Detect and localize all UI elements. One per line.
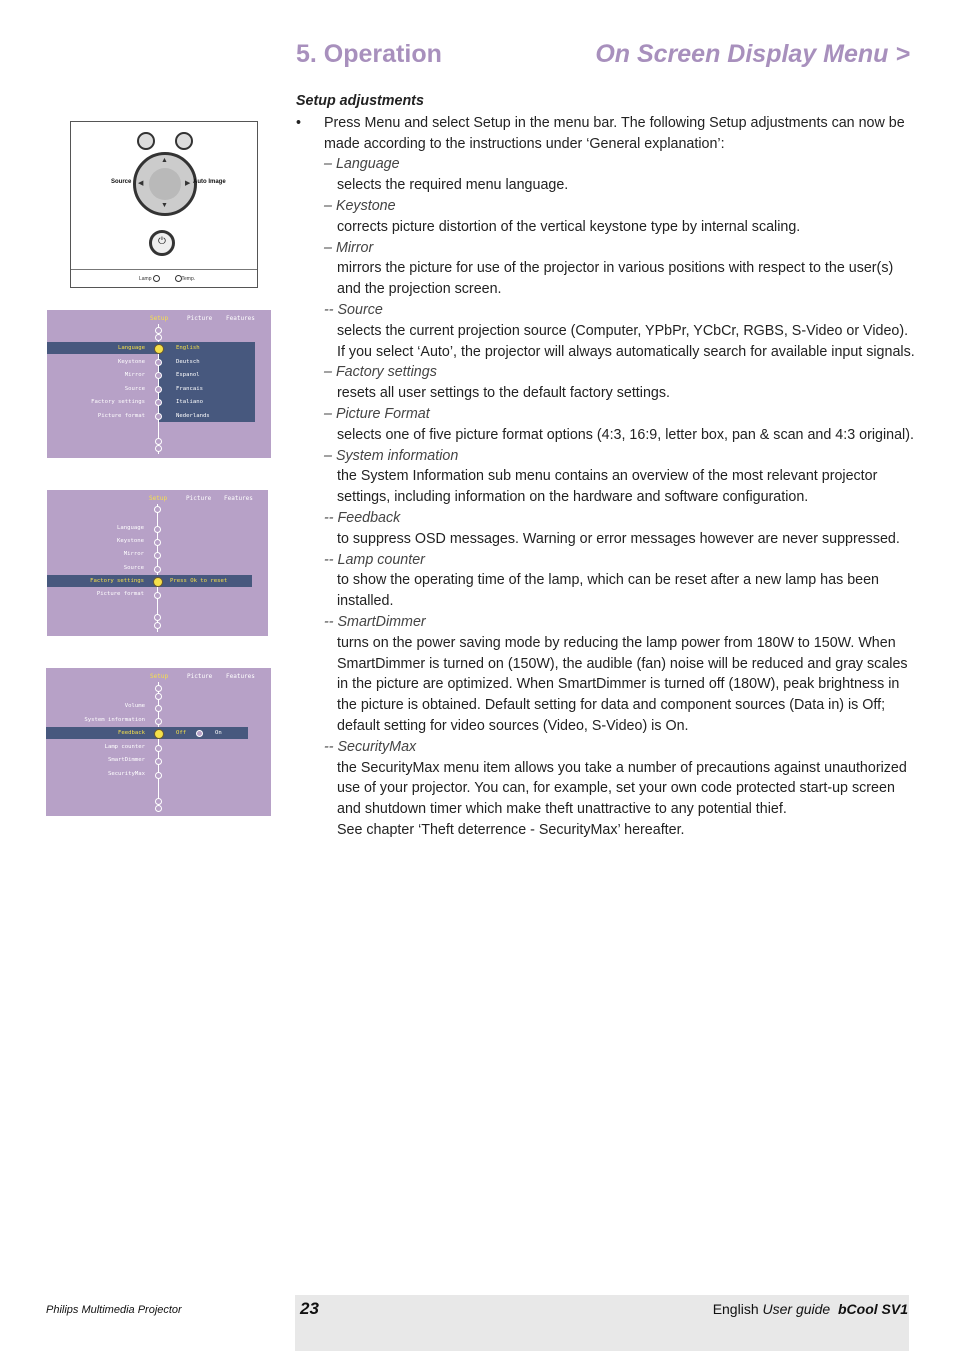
item-factory-settings <box>324 362 916 404</box>
item-description: to show the operating time of the lamp, which can be reset after a new lamp has been installed. <box>337 572 880 610</box>
temp-led-icon <box>175 275 182 282</box>
item-dash: -- <box>324 509 334 526</box>
page-title: On Screen Display Menu > <box>595 40 910 68</box>
item-term: Picture Format <box>335 405 430 422</box>
intro-text: Press Menu and select Setup in the menu bar. The following Setup adjustments can now be made according to the instructions under ‘General explanation’: <box>324 114 905 152</box>
item-description: corrects picture distortion of the vertical keystone type by internal scaling. <box>337 218 801 235</box>
osd-row-volume: Volume <box>124 703 145 709</box>
temp-label: Temp. <box>181 275 196 282</box>
auto-image-label: Auto Image <box>193 179 226 185</box>
osd-cursor-icon <box>154 729 164 739</box>
osd-factory-settings-screenshot <box>47 490 268 636</box>
item-term: SecurityMax <box>337 738 417 755</box>
osd-row-mirror: Mirror <box>124 372 145 378</box>
item-term: Factory settings <box>335 364 437 381</box>
item-term: Source <box>337 301 383 318</box>
section-heading: 5. Operation <box>296 40 442 68</box>
osd-row-securitymax: SecurityMax <box>107 771 145 777</box>
footer-language: English <box>712 1301 759 1317</box>
osd-row-keystone: Keystone <box>118 359 145 365</box>
osd-tab-setup: Setup <box>150 673 169 680</box>
setup-adjustments-section <box>296 91 916 841</box>
item-dash: -- <box>324 738 334 755</box>
ok-button-icon <box>175 132 193 150</box>
osd-tab-picture: Picture <box>186 495 212 502</box>
item-securitymax <box>324 737 916 820</box>
osd-tab-setup: Setup <box>149 495 168 502</box>
osd-value-off: Off <box>176 730 187 736</box>
menu-button-icon <box>137 132 155 150</box>
footer-guide: User guide <box>762 1301 831 1317</box>
osd-row-lamp-counter: Lamp counter <box>104 744 145 750</box>
osd-tab-features: Features <box>224 495 253 502</box>
osd-tab-features: Features <box>226 315 255 322</box>
divider <box>71 269 257 270</box>
lamp-label: Lamp <box>139 275 152 282</box>
closing-note: See chapter ‘Theft deterrence - SecurityMax’ hereafter. <box>337 821 685 838</box>
item-term: Feedback <box>337 509 401 526</box>
intro-paragraph <box>296 113 916 155</box>
osd-row-keystone: Keystone <box>117 538 144 544</box>
item-mirror <box>324 238 916 300</box>
item-description: turns on the power saving mode by reducing the lamp power from 180W to 150W. When SmartDimmer is turned on (150W), the audible (fan) noise will be reduced and gray scales in the picture are optimized. When SmartDimmer is turned off (180W), peak brightness in the picture is obtained. Default setting for data and component sources (Data in) is Off; default setting for video sources (Video, S-Video) is On. <box>337 634 908 734</box>
osd-row-picture-format: Picture format <box>96 591 144 597</box>
footer-product-info <box>713 1301 908 1317</box>
osd-row-smartdimmer: SmartDimmer <box>107 757 145 763</box>
item-dash: -- <box>324 613 334 630</box>
footer-product: bCool SV1 <box>837 1301 908 1317</box>
osd-tab-setup: Setup <box>150 315 169 322</box>
bullet-icon: • <box>296 114 302 131</box>
osd-tab-features: Features <box>226 673 255 680</box>
osd-language-screenshot <box>47 310 271 458</box>
osd-row-picture-format: Picture format <box>97 413 145 419</box>
item-description: selects one of five picture format options (4:3, 16:9, letter box, pan & scan and 4:3 original). <box>337 426 914 443</box>
item-description: the System Information sub menu contains an overview of the most relevant projector settings, including information on the hardware and software configuration. <box>337 468 878 506</box>
osd-option-nederlands: Nederlands <box>176 413 210 419</box>
osd-row-source: Source <box>123 565 144 571</box>
osd-option-italiano: Italiano <box>176 399 203 405</box>
item-keystone <box>324 196 916 238</box>
dpad-icon: ▲ ▼ ◀ ▶ <box>133 152 197 216</box>
item-term: System information <box>335 447 459 464</box>
osd-option-english: English <box>176 345 200 351</box>
item-system-information <box>324 446 916 508</box>
item-dash: -- <box>324 301 334 318</box>
item-description: to suppress OSD messages. Warning or error messages however are never suppressed. <box>337 530 900 547</box>
osd-option-deutsch: Deutsch <box>176 359 200 365</box>
osd-option-espanol: Espanol <box>176 372 200 378</box>
source-label: Source <box>111 179 132 185</box>
osd-cursor-icon <box>153 577 163 587</box>
osd-row-language: Language <box>118 345 145 351</box>
osd-row-factory-settings: Factory settings <box>90 578 144 584</box>
osd-value-press-ok-to-reset: Press Ok to reset <box>170 578 228 584</box>
indicator-row <box>139 275 195 282</box>
item-description: selects the required menu language. <box>337 177 569 194</box>
osd-tab-picture: Picture <box>187 673 213 680</box>
item-description: resets all user settings to the default factory settings. <box>337 385 670 402</box>
osd-row-factory-settings: Factory settings <box>91 399 145 405</box>
item-dash: -- <box>324 551 334 568</box>
osd-row-language: Language <box>117 525 144 531</box>
subheading: Setup adjustments <box>296 93 424 109</box>
item-description: the SecurityMax menu item allows you take a number of precautions against unauthorized use of your projector. You can, for example, set your own code protected start-up screen and shutdown timer which make theft unattractive to any potential thief. <box>337 759 907 818</box>
item-description: selects the current projection source (Computer, YPbPr, YCbCr, RGBS, S-Video or Video). If you select ‘Auto’, the projector will always automatically search for available input signals. <box>337 322 915 360</box>
remote-control-illustration <box>70 121 258 288</box>
item-description: mirrors the picture for use of the projector in various positions with respect to the user(s) and the projection screen. <box>337 260 894 298</box>
lamp-led-icon <box>153 275 160 282</box>
item-dash: – <box>324 405 332 422</box>
item-dash: – <box>324 156 332 173</box>
osd-cursor-icon <box>154 344 164 354</box>
item-language <box>324 154 916 196</box>
osd-row-feedback: Feedback <box>118 730 145 736</box>
osd-option-francais: Francais <box>176 386 203 392</box>
item-term: Mirror <box>335 239 374 256</box>
item-picture-format <box>324 404 916 446</box>
item-term: Lamp counter <box>337 551 425 568</box>
page-number: 23 <box>300 1299 319 1318</box>
footer-brand: Philips Multimedia Projector <box>46 1304 182 1316</box>
item-dash: – <box>324 364 332 381</box>
osd-feedback-screenshot <box>46 668 271 816</box>
item-term: Keystone <box>335 197 396 214</box>
osd-row-mirror: Mirror <box>123 551 144 557</box>
osd-row-system-information: System information <box>84 717 145 723</box>
item-source <box>324 300 916 362</box>
power-button-icon: ⏻ <box>149 230 175 256</box>
item-smartdimmer <box>324 612 916 737</box>
item-dash: – <box>324 239 332 256</box>
item-term: Language <box>335 156 400 173</box>
item-dash: – <box>324 197 332 214</box>
item-lamp-counter <box>324 550 916 612</box>
osd-row-source: Source <box>124 386 145 392</box>
item-feedback <box>324 508 916 550</box>
osd-tab-picture: Picture <box>187 315 213 322</box>
osd-value-on: On <box>215 730 222 736</box>
item-dash: – <box>324 447 332 464</box>
item-term: SmartDimmer <box>337 613 426 630</box>
